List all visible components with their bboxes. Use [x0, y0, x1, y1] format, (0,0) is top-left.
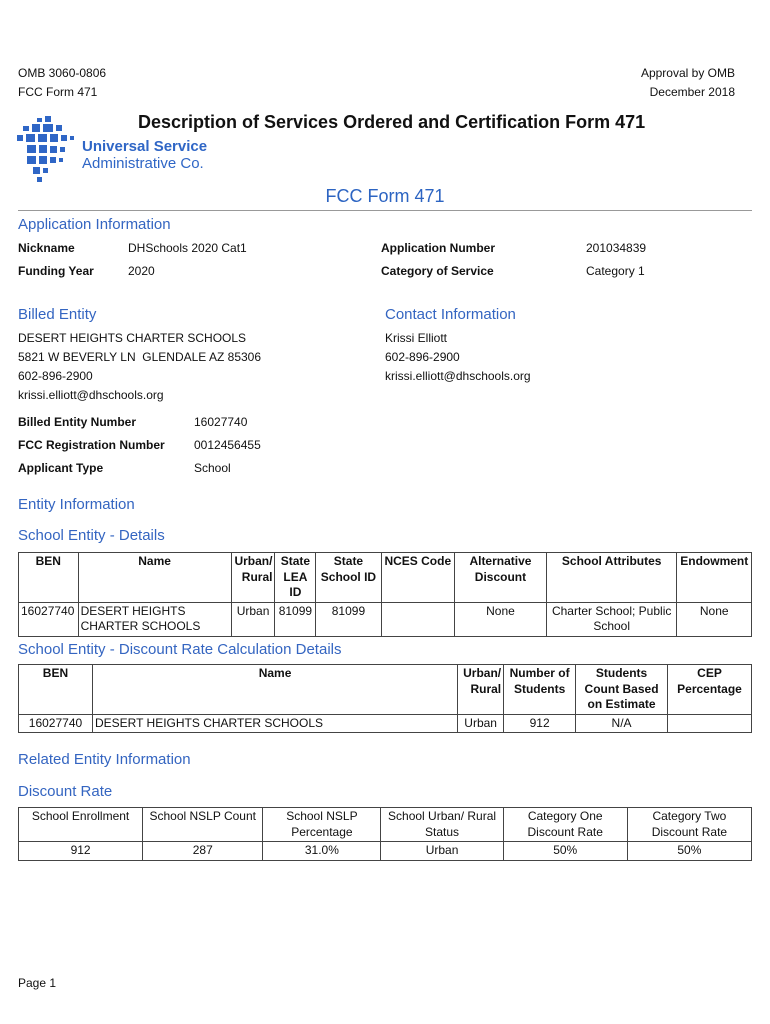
document-title: Description of Services Ordered and Certification Form 471 — [138, 112, 646, 132]
column-header: Students Count Based on Estimate — [576, 665, 668, 715]
column-header: School Urban/ Rural Status — [381, 808, 503, 842]
column-header: Urban/ Rural — [231, 553, 275, 603]
table-row — [19, 602, 752, 636]
billed-entity-name: DESERT HEIGHTS CHARTER SCHOOLS — [18, 331, 247, 345]
title-divider — [18, 210, 752, 211]
column-header: Endowment — [677, 553, 752, 603]
logo-line-2: Administrative Co. — [82, 155, 204, 172]
form-number: FCC Form 471 — [18, 85, 98, 99]
application-info-heading: Application Information — [18, 216, 171, 233]
applicant-type-value: School — [194, 461, 231, 475]
name-cell: DESERT HEIGHTS CHARTER SCHOOLS — [78, 602, 231, 636]
billed-entity-number-value: 16027740 — [194, 415, 248, 429]
urban-rural-status-cell: Urban — [381, 842, 503, 861]
omb-approval: Approval by OMB — [640, 66, 735, 80]
cep-cell — [668, 714, 752, 733]
discount-rate-heading: Discount Rate — [18, 783, 113, 800]
fcc-registration-value: 0012456455 — [194, 438, 261, 452]
usac-wordmark — [82, 138, 207, 172]
category-two-rate-cell: 50% — [627, 842, 751, 861]
urban-rural-cell: Urban — [458, 714, 504, 733]
table-row — [19, 842, 752, 861]
table-header-row — [19, 808, 752, 842]
column-header: Urban/ Rural — [458, 665, 504, 715]
billed-entity-number-label: Billed Entity Number — [18, 415, 137, 429]
nickname-label: Nickname — [18, 241, 75, 255]
column-header: BEN — [19, 665, 93, 715]
category-label: Category of Service — [381, 264, 494, 278]
column-header: BEN — [19, 553, 79, 603]
students-cell: 912 — [504, 714, 576, 733]
enrollment-cell: 912 — [19, 842, 143, 861]
endowment-cell: None — [677, 602, 752, 636]
category-value: Category 1 — [586, 264, 645, 278]
funding-year-value: 2020 — [128, 264, 155, 278]
urban-rural-cell: Urban — [231, 602, 275, 636]
billed-entity-block — [18, 329, 261, 405]
table-row — [19, 714, 752, 733]
name-cell: DESERT HEIGHTS CHARTER SCHOOLS — [92, 714, 457, 733]
nickname-value: DHSchools 2020 Cat1 — [128, 241, 247, 255]
column-header: CEP Percentage — [668, 665, 752, 715]
contact-phone: 602-896-2900 — [385, 350, 460, 364]
approval-date: December 2018 — [649, 85, 735, 99]
column-header: Name — [78, 553, 231, 603]
nces-code-cell — [381, 602, 454, 636]
column-header: School NSLP Percentage — [263, 808, 381, 842]
column-header: School NSLP Count — [143, 808, 263, 842]
logo-line-1: Universal Service — [82, 138, 208, 155]
discount-calc-heading: School Entity - Discount Rate Calculation Details — [18, 641, 342, 658]
contact-info-heading: Contact Information — [385, 306, 516, 323]
fcc-registration-label: FCC Registration Number — [18, 438, 165, 452]
column-header: Name — [92, 665, 457, 715]
billed-entity-phone: 602-896-2900 — [18, 369, 93, 383]
state-lea-id-cell: 81099 — [275, 602, 316, 636]
funding-year-label: Funding Year — [18, 264, 94, 278]
column-header: School Enrollment — [19, 808, 143, 842]
column-header: State School ID — [316, 553, 381, 603]
applicant-type-label: Applicant Type — [18, 461, 104, 475]
header-right — [641, 64, 735, 102]
application-number-label: Application Number — [381, 241, 496, 255]
form-title: FCC Form 471 — [325, 186, 445, 206]
category-one-rate-cell: 50% — [503, 842, 627, 861]
discount-calc-table — [18, 664, 752, 733]
column-header: Category Two Discount Rate — [627, 808, 751, 842]
alternative-discount-cell: None — [455, 602, 547, 636]
application-number-value: 201034839 — [586, 241, 647, 255]
school-entity-table — [18, 552, 752, 637]
contact-block — [385, 329, 531, 386]
contact-email: krissi.elliott@dhschools.org — [385, 369, 531, 383]
page-number: Page 1 — [18, 976, 57, 990]
column-header: State LEA ID — [275, 553, 316, 603]
ben-cell: 16027740 — [19, 714, 93, 733]
ben-cell: 16027740 — [19, 602, 79, 636]
table-header-row — [19, 665, 752, 715]
billed-entity-heading: Billed Entity — [18, 306, 97, 323]
school-entity-details-heading: School Entity - Details — [18, 527, 165, 544]
column-header: NCES Code — [381, 553, 454, 603]
column-header: School Attributes — [546, 553, 677, 603]
column-header: Category One Discount Rate — [503, 808, 627, 842]
billed-entity-email: krissi.elliott@dhschools.org — [18, 388, 164, 402]
entity-info-heading: Entity Information — [18, 496, 135, 513]
related-entity-heading: Related Entity Information — [18, 751, 191, 768]
contact-name: Krissi Elliott — [385, 331, 448, 345]
column-header: Number of Students — [504, 665, 576, 715]
omb-number: OMB 3060-0806 — [18, 66, 107, 80]
table-header-row — [19, 553, 752, 603]
nslp-percentage-cell: 31.0% — [263, 842, 381, 861]
column-header: Alternative Discount — [455, 553, 547, 603]
state-school-id-cell: 81099 — [316, 602, 381, 636]
school-attributes-cell: Charter School; Public School — [546, 602, 677, 636]
billed-entity-address: 5821 W BEVERLY LN GLENDALE AZ 85306 — [18, 350, 262, 364]
header-left — [18, 64, 106, 102]
estimate-cell: N/A — [576, 714, 668, 733]
discount-rate-table — [18, 807, 752, 861]
nslp-count-cell: 287 — [143, 842, 263, 861]
